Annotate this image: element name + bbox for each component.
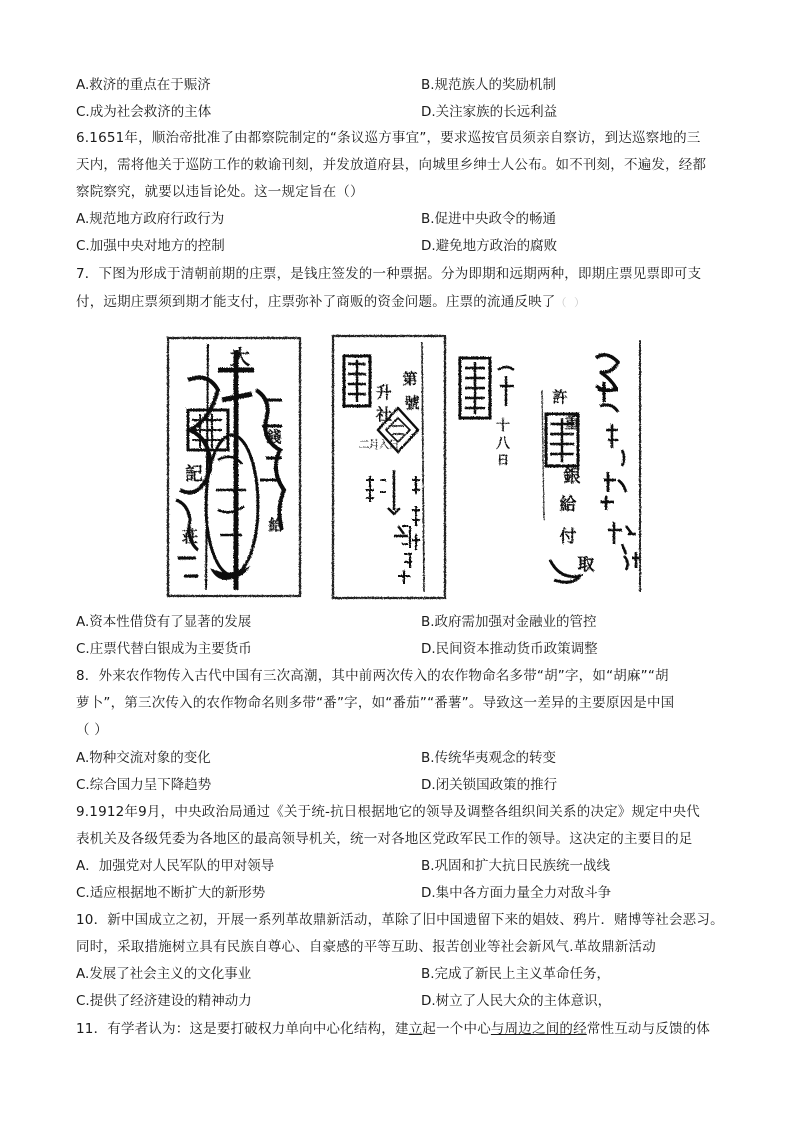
zhuangpiao-figure <box>148 330 648 600</box>
q8-option-b: B.传统华夷观念的转变 <box>421 750 557 766</box>
option-b: B.规范族人的奖励机制 <box>421 77 557 93</box>
q11-text-3: 常性互动与反馈的体 <box>586 1021 711 1037</box>
banknote-2-char-2: 號 <box>404 394 420 412</box>
banknote-1-char-3: 錢 <box>266 428 282 446</box>
q11-text-1: 11．有学者认为：这是要打破权力单向中心化结构，建 <box>76 1021 409 1037</box>
q7-stem-text: 付，远期庄票须到期才能支付，庄票弥补了商贩的资金问题。庄票的流通反映了 <box>76 294 556 310</box>
q6-option-d: D.避免地方政治的腐败 <box>421 238 558 254</box>
q7-option-b: B.政府需加强对金融业的管控 <box>421 614 597 630</box>
option-a: A.救济的重点在于赈济 <box>76 77 211 93</box>
banknote-3-char-3: 日 <box>496 453 510 467</box>
q6-stem-line-3: 察院察究，就要以违旨论处。这一规定旨在（） <box>76 184 364 200</box>
banknote-2-char-8: 日 <box>388 438 400 451</box>
banknote-3-char-6: 銀 <box>563 467 581 487</box>
q11-stem-line-1 <box>76 1021 726 1038</box>
q7-answer-blank: （ ） <box>555 296 587 309</box>
banknote-2-char-6: 月 <box>368 438 380 451</box>
banknote-2-char-3: 升 <box>375 383 393 402</box>
option-d: D.关注家族的长远利益 <box>421 104 558 120</box>
banknote-3 <box>460 340 640 592</box>
banknote-1-char-1: 大 <box>230 345 250 369</box>
banknote-3-char-8: 付 <box>559 527 577 547</box>
q7-stem-line-1: 7．下图为形成于清朝前期的庄票，是钱庄签发的一种票据。分为即期和远期两种，即期庄票见票即可支 <box>76 266 702 282</box>
q8-option-d: D.闭关锁国政策的推行 <box>421 777 558 793</box>
banknote-2-char-1: 第 <box>402 370 418 388</box>
q10-stem-line-1: 10．新中国成立之初，开展一系列革故鼎新活动，革除了旧中国遗留下来的娼妓、鸦片．赌博等社会恶习。 <box>76 912 724 928</box>
q10-option-b: B.完成了新民上主义革命任务， <box>421 966 611 982</box>
q9-stem-line-1: 9.1912年9月，中央政治局通过《关于统-抗日根据地它的领导及调整各组织间关系的决定》规定中央代 <box>76 804 700 820</box>
banknote-3-char-1: 十 <box>496 418 510 434</box>
q6-option-b: B.促进中央政令的畅通 <box>421 211 557 227</box>
q11-text-2: 起一个中心 <box>422 1021 491 1037</box>
q9-option-d: D.集中各方面力量全力对敌斗争 <box>421 885 612 901</box>
banknote-3-char-4: 許 <box>552 388 568 406</box>
banknote-1-char-2: 記 <box>185 464 203 485</box>
q8-stem-line-1: 8．外来农作物传入古代中国有三次高潮，其中前两次传入的农作物命名多带“胡”字，如“胡麻”“胡 <box>76 668 669 684</box>
q7-option-d: D.民间资本推动货币政策调整 <box>421 641 598 657</box>
banknote-3-char-7: 給 <box>559 495 577 515</box>
q8-stem-line-2: 萝卜”，第三次传入的农作物命名则多带“番”字，如“番茄”“番薯”。导致这一差异的主要原因是中国 <box>76 695 675 711</box>
q11-underline-1: 立 <box>408 1021 423 1037</box>
q10-option-d: D.树立了人民大众的主体意识， <box>421 993 612 1009</box>
banknote-1-char-5: 給 <box>268 516 284 534</box>
q9-stem-line-2: 表机关及各级凭委为各地区的最高领导机关，统一对各地区党政军民工作的领导。这决定的主要目的足 <box>76 831 693 847</box>
q8-option-a: A.物种交流对象的变化 <box>76 750 211 766</box>
q6-option-a: A.规范地方政府行政行为 <box>76 211 225 227</box>
banknote-3-char-2: 八 <box>496 436 510 452</box>
banknote-2-char-4: 社 <box>375 405 393 424</box>
option-c: C.成为社会救济的主体 <box>76 104 212 120</box>
q10-option-c: C.提供了经济建设的精神动力 <box>76 993 252 1009</box>
banknote-2-char-5: 二 <box>358 438 370 451</box>
banknote-2 <box>333 336 445 598</box>
q9-option-c: C.适应根据地不断扩大的新形势 <box>76 885 266 901</box>
q9-option-b: B.巩固和扩大抗日民族统一战线 <box>421 858 611 874</box>
banknote-1-char-4: 荘 <box>181 527 199 546</box>
q8-stem-line-3: （ ） <box>76 722 108 738</box>
banknote-3-char-5: 重 <box>564 414 580 432</box>
banknote-2-char-7: 入 <box>378 438 390 451</box>
banknote-1 <box>168 338 300 596</box>
q7-option-a: A.资本性借贷有了显著的发展 <box>76 614 252 630</box>
q7-option-c: C.庄票代替白银成为主要货币 <box>76 641 252 657</box>
q7-stem-line-2 <box>76 294 726 311</box>
q6-stem-line-2: 天内，需将他关于巡防工作的敕谕刊刻，并发放道府县，向城里乡绅士人公布。如不刊刻，不遍发，经都 <box>76 157 707 173</box>
q9-option-a: A．加强党对人民军队的甲对领导 <box>76 858 275 874</box>
banknote-3-char-9: 取 <box>577 555 595 575</box>
q6-option-c: C.加强中央对地方的控制 <box>76 238 225 254</box>
q11-underline-2: 与周边之间的经 <box>490 1021 587 1037</box>
q6-stem-line-1: 6.1651年，顺治帝批准了由都察院制定的“条议巡方事宜”，要求巡按官员须亲自察访，到达巡察地的三 <box>76 130 701 146</box>
q8-option-c: C.综合国力呈下降趋势 <box>76 777 212 793</box>
q10-option-a: A.发展了社会主义的文化事业 <box>76 966 252 982</box>
q10-stem-line-2: 同时，采取措施树立具有民族自尊心、自豪感的平等互助、报苦创业等社会新风气.革故鼎新活动 <box>76 939 656 955</box>
